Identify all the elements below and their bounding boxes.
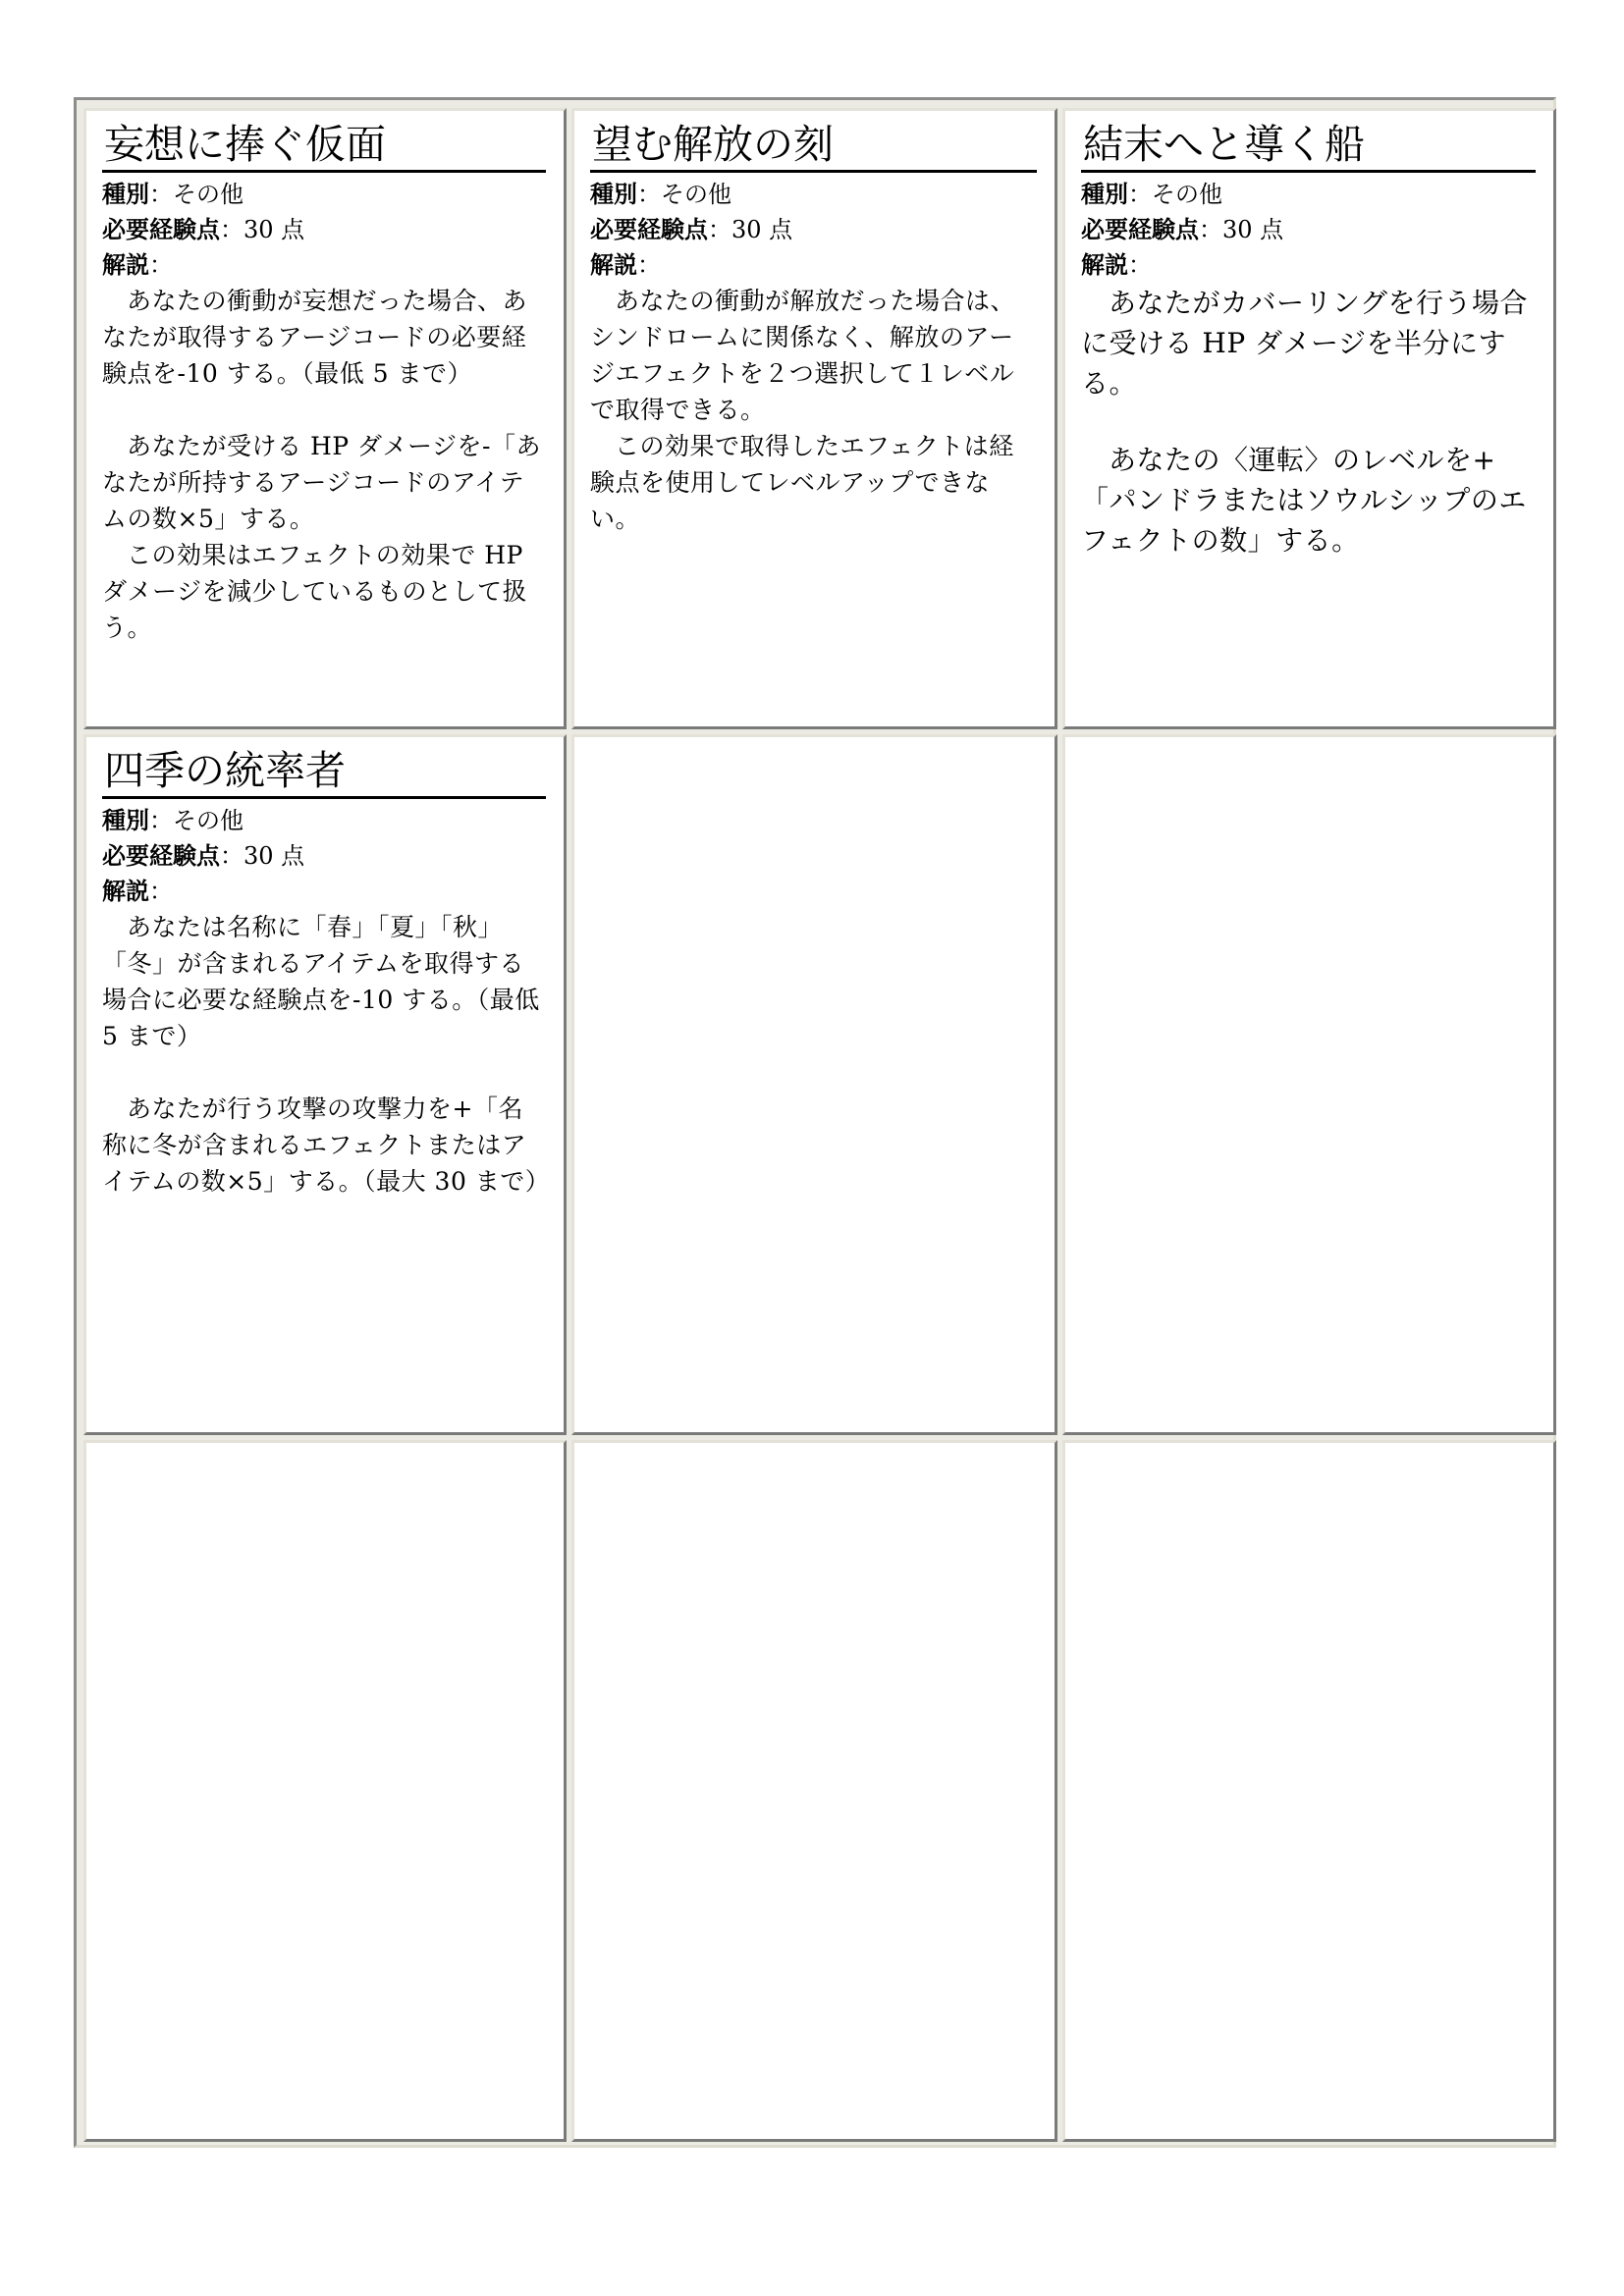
colon: ： — [637, 251, 661, 279]
type-value: その他 — [173, 807, 244, 834]
card-paragraph: あなたが行う攻撃の攻撃力を+「名称に冬が含まれるエフェクトまたはアイテムの数×5」する。（最大 30 まで） — [102, 1095, 551, 1196]
card-type-line — [102, 177, 546, 212]
card-desc-line — [1081, 247, 1536, 283]
card-paragraph: あなたの〈運転〉のレベルを+「パンドラまたはソウルシップのエフェクトの数」する。 — [1081, 444, 1527, 557]
type-label: 種別 — [590, 181, 637, 208]
card-paragraph: あなたの衝動が妄想だった場合、あなたが取得するアージコードの必要経験点を-10 する。（最低 5 まで） — [102, 287, 528, 388]
type-value: その他 — [173, 181, 244, 208]
colon: ： — [149, 878, 173, 905]
exp-label: 必要経験点 — [102, 216, 220, 243]
exp-label: 必要経験点 — [1081, 216, 1199, 243]
card-nozomu-kaiho-no-toki — [571, 108, 1057, 729]
card-type-line — [102, 803, 546, 838]
card-paragraph: この効果はエフェクトの効果で HP ダメージを減少しているものとして扱う。 — [102, 541, 528, 642]
exp-value: 30 点 — [244, 842, 305, 870]
colon: ： — [149, 251, 173, 279]
card-type-line — [1081, 177, 1536, 212]
exp-label: 必要経験点 — [102, 842, 220, 870]
colon: ： — [637, 181, 661, 208]
desc-label: 解説 — [102, 251, 149, 279]
card-paragraph: あなたがカバーリングを行う場合に受ける HP ダメージを半分にする。 — [1081, 287, 1528, 400]
card-paragraph: あなたの衝動が解放だった場合は、シンドロームに関係なく、解放のアージエフェクトを２つ選択して１レベルで取得できる。 — [590, 287, 1016, 424]
empty-card — [1062, 734, 1556, 1435]
card-exp-line — [102, 838, 546, 874]
card-sheet — [74, 97, 1556, 2148]
colon: ： — [220, 842, 244, 870]
card-paragraph: あなたが受ける HP ダメージを-「あなたが所持するアージコードのアイテムの数×5」する。 — [102, 432, 541, 533]
card-exp-line — [1081, 212, 1536, 247]
type-label: 種別 — [102, 807, 149, 834]
card-desc-line — [590, 247, 1037, 283]
card-type-line — [590, 177, 1037, 212]
card-title: 妄想に捧ぐ仮面 — [102, 119, 546, 173]
colon: ： — [149, 181, 173, 208]
colon: ： — [1199, 216, 1222, 243]
type-label: 種別 — [1081, 181, 1128, 208]
type-value: その他 — [1152, 181, 1222, 208]
colon: ： — [149, 807, 173, 834]
desc-label: 解説 — [590, 251, 637, 279]
exp-label: 必要経験点 — [590, 216, 708, 243]
desc-label: 解説 — [102, 878, 149, 905]
card-paragraph: この効果で取得したエフェクトは経験点を使用してレベルアップできない。 — [590, 432, 1014, 533]
card-moso-ni-sasagu-kamen — [83, 108, 567, 729]
colon: ： — [1128, 181, 1152, 208]
card-title: 結末へと導く船 — [1081, 119, 1536, 173]
colon: ： — [1128, 251, 1152, 279]
empty-card — [83, 1440, 567, 2142]
card-title: 四季の統率者 — [102, 745, 546, 799]
colon: ： — [220, 216, 244, 243]
card-shiki-no-tosotsusha — [83, 734, 567, 1435]
empty-card — [571, 1440, 1057, 2142]
type-value: その他 — [661, 181, 731, 208]
card-ketsumatsu-e-to-michibiku-fune — [1062, 108, 1556, 729]
exp-value: 30 点 — [244, 216, 305, 243]
exp-value: 30 点 — [1222, 216, 1284, 243]
card-exp-line — [590, 212, 1037, 247]
empty-card — [1062, 1440, 1556, 2142]
card-exp-line — [102, 212, 546, 247]
type-label: 種別 — [102, 181, 149, 208]
exp-value: 30 点 — [731, 216, 793, 243]
colon: ： — [708, 216, 731, 243]
card-desc-line — [102, 874, 546, 909]
card-desc-line — [102, 247, 546, 283]
desc-label: 解説 — [1081, 251, 1128, 279]
card-paragraph: あなたは名称に「春」「夏」「秋」「冬」が含まれるアイテムを取得する場合に必要な経験点を-10 する。（最低 5 まで） — [102, 913, 540, 1050]
card-title: 望む解放の刻 — [590, 119, 1037, 173]
empty-card — [571, 734, 1057, 1435]
